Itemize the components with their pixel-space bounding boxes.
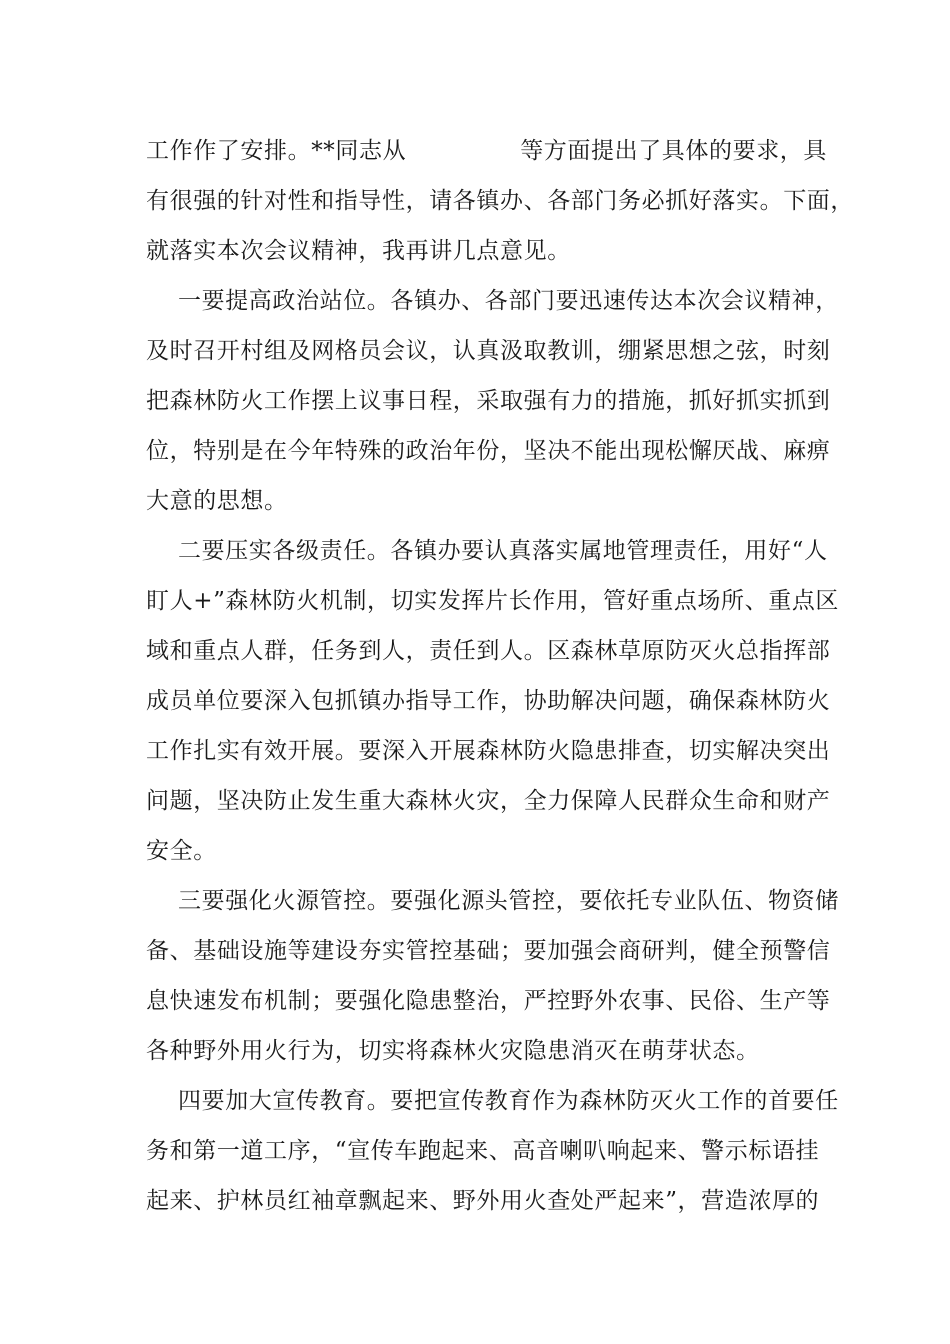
- text-line: 备、基础设施等建设夯实管控基础；要加强会商研判，健全预警信: [146, 938, 831, 964]
- text-line: 域和重点人群，任务到人，责任到人。区森林草原防灭火总指挥部: [146, 638, 831, 664]
- text-line: 盯人+”森林防火机制，切实发挥片长作用，管好重点场所、重点区: [146, 588, 840, 614]
- text-line: 有很强的针对性和指导性，请各镇办、各部门务必抓好落实。下面，: [146, 188, 854, 214]
- text-segment: 等方面提出了具体的要求，具: [520, 138, 828, 164]
- text-line: 成员单位要深入包抓镇办指导工作，协助解决问题，确保森林防火: [146, 688, 831, 714]
- text-line: 把森林防火工作摆上议事日程，采取强有力的措施，抓好抓实抓到: [146, 388, 831, 414]
- text-line: 工作扎实有效开展。要深入开展森林防火隐患排查，切实解决突出: [146, 738, 831, 764]
- text-line: 大意的思想。: [146, 488, 288, 514]
- text-line: 位，特别是在今年特殊的政治年份，坚决不能出现松懈厌战、麻痹: [146, 438, 831, 464]
- text-line: [146, 134, 828, 168]
- text-line: 起来、护林员红袖章飘起来、野外用火查处严起来”，营造浓厚的: [146, 1188, 820, 1214]
- text-segment: 工作作了安排。**同志从: [146, 138, 407, 164]
- text-line: 息快速发布机制；要强化隐患整治，严控野外农事、民俗、生产等: [146, 988, 831, 1014]
- paragraph-heading-line: 一要提高政治站位。各镇办、各部门要迅速传达本次会议精神，: [178, 288, 839, 314]
- paragraph-heading-line: 四要加大宣传教育。要把宣传教育作为森林防灭火工作的首要任: [178, 1088, 839, 1114]
- paragraph-heading-line: 二要压实各级责任。各镇办要认真落实属地管理责任，用好“人: [178, 538, 828, 564]
- text-line: 安全。: [146, 838, 217, 864]
- text-line: 各种野外用火行为，切实将森林火灾隐患消灭在萌芽状态。: [146, 1038, 760, 1064]
- text-line: 及时召开村组及网格员会议，认真汲取教训，绷紧思想之弦，时刻: [146, 338, 831, 364]
- text-line: 务和第一道工序，“宣传车跑起来、高音喇叭响起来、警示标语挂: [146, 1138, 820, 1164]
- paragraph-heading-line: 三要强化火源管控。要强化源头管控，要依托专业队伍、物资储: [178, 888, 839, 914]
- text-line: 问题，坚决防止发生重大森林火灾，全力保障人民群众生命和财产: [146, 788, 831, 814]
- text-line: 就落实本次会议精神，我再讲几点意见。: [146, 238, 571, 264]
